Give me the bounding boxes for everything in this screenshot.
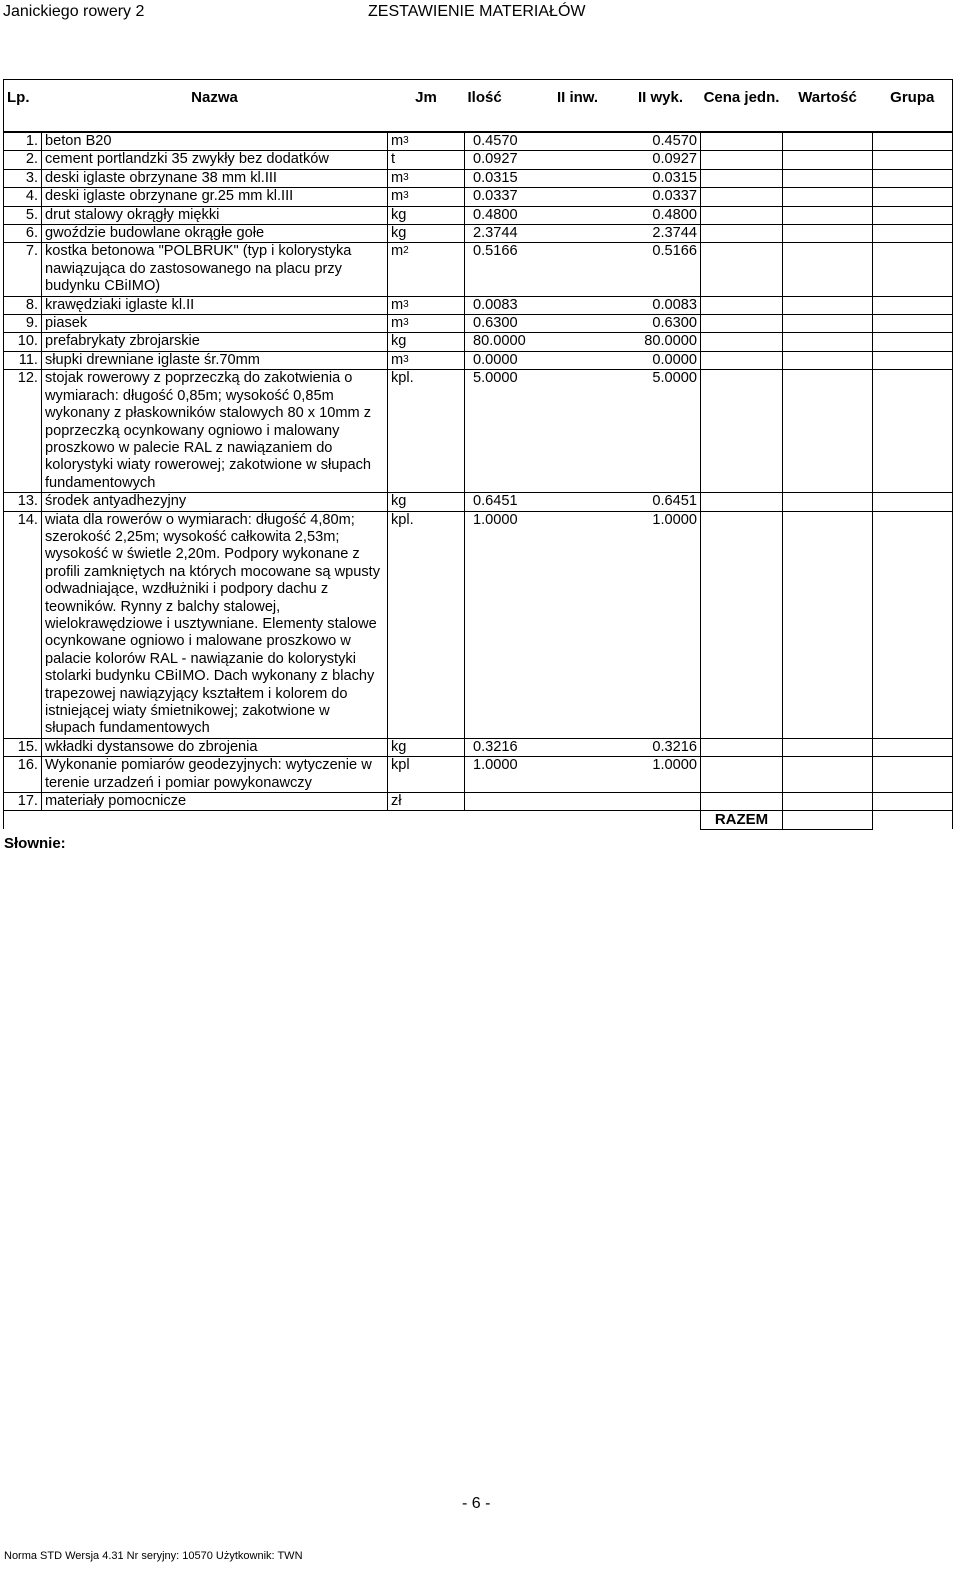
row-ilosc: 0.0927 [465,151,535,169]
row-grupa [873,169,953,187]
unit-text: kpl. [391,370,414,387]
row-ii-inw [535,493,621,511]
row-jm [388,206,465,224]
row-wartosc [783,511,873,738]
row-cena [701,296,783,314]
row-grupa [873,333,953,351]
col-header-ii-wyk: II wyk. [621,80,701,133]
row-nazwa: stojak rowerowy z poprzeczką do zakotwienia o wymiarach: długość 0,85m; wysokość 0,85m wykonany z płaskowników stalowych 80 x 10mm z poprzeczką ocynkowany ogniowo i malowany proszkowo w palecie RAL z nawiązaniem do kolorystyki wiaty rowerowej; zakotwione w słupach fundamentowych [42,370,388,493]
row-cena [701,243,783,296]
row-jm [388,351,465,369]
row-cena [701,151,783,169]
row-jm [388,738,465,756]
unit-text: m [391,133,404,149]
row-grupa [873,206,953,224]
unit-text: kg [391,225,407,242]
row-lp: 13. [4,493,42,511]
row-grupa [873,188,953,206]
row-ilosc [465,793,535,811]
unit-text: t [391,151,396,168]
row-grupa [873,296,953,314]
row-lp: 2. [4,151,42,169]
row-ii-wyk: 0.0337 [621,188,701,206]
row-ilosc: 2.3744 [465,225,535,243]
row-ii-wyk: 0.0083 [621,296,701,314]
row-ii-inw [535,206,621,224]
table-row [4,493,953,511]
table-row [4,315,953,333]
table-row [4,351,953,369]
table-row [4,757,953,793]
row-grupa [873,738,953,756]
row-nazwa: gwoździe budowlane okrągłe gołe [42,225,388,243]
razem-empty-cell [621,811,701,829]
row-ilosc: 0.6451 [465,493,535,511]
row-wartosc [783,206,873,224]
row-grupa [873,757,953,793]
row-ilosc: 1.0000 [465,757,535,793]
row-cena [701,132,783,151]
row-lp: 17. [4,793,42,811]
row-ii-inw [535,296,621,314]
table-row [4,169,953,187]
row-jm [388,296,465,314]
row-nazwa: słupki drewniane iglaste śr.70mm [42,351,388,369]
row-ilosc: 1.0000 [465,511,535,738]
row-grupa [873,793,953,811]
row-jm [388,757,465,793]
table-row [4,188,953,206]
row-grupa [873,132,953,151]
row-ilosc: 0.3216 [465,738,535,756]
razem-empty-cell [4,811,42,829]
row-cena [701,169,783,187]
row-wartosc [783,225,873,243]
row-cena [701,757,783,793]
row-nazwa: Wykonanie pomiarów geodezyjnych: wytyczenie w terenie urzadzeń i pomiar powykonawczy [42,757,388,793]
col-header-ilosc: Ilość [465,80,535,133]
unit-text: m [391,315,404,332]
row-ii-inw [535,243,621,296]
row-ii-wyk: 0.3216 [621,738,701,756]
row-grupa [873,370,953,493]
row-ilosc: 0.0000 [465,351,535,369]
row-nazwa: cement portlandzki 35 zwykły bez dodatków [42,151,388,169]
col-header-jm: Jm [388,80,465,133]
razem-empty-cell [42,811,388,829]
materials-table [3,79,953,830]
row-ilosc: 0.4800 [465,206,535,224]
unit-exponent: 3 [403,298,409,310]
unit-text: kg [391,206,407,223]
unit-text: kpl. [391,511,414,528]
row-wartosc [783,351,873,369]
row-lp: 10. [4,333,42,351]
row-cena [701,351,783,369]
row-jm [388,493,465,511]
row-ilosc: 5.0000 [465,370,535,493]
row-jm [388,243,465,296]
row-ii-wyk: 2.3744 [621,225,701,243]
row-ii-wyk: 0.0315 [621,169,701,187]
row-nazwa: drut stalowy okrągły miękki [42,206,388,224]
row-ii-inw [535,793,621,811]
row-ii-inw [535,511,621,738]
row-jm [388,333,465,351]
row-wartosc [783,132,873,151]
unit-text: kg [391,333,407,350]
row-ii-inw [535,738,621,756]
slownie-label: Słownie: [4,835,66,852]
row-lp: 16. [4,757,42,793]
row-lp: 7. [4,243,42,296]
row-nazwa: środek antyadhezyjny [42,493,388,511]
row-ilosc: 0.4570 [465,132,535,151]
row-cena [701,225,783,243]
unit-text: zł [391,793,402,810]
row-nazwa: prefabrykaty zbrojarskie [42,333,388,351]
row-lp: 15. [4,738,42,756]
unit-exponent: 3 [403,317,409,329]
row-grupa [873,351,953,369]
row-lp: 11. [4,351,42,369]
razem-label: RAZEM [701,811,783,829]
table-row [4,738,953,756]
razem-empty-cell [465,811,535,829]
razem-value [783,811,873,829]
row-grupa [873,511,953,738]
row-ii-inw [535,151,621,169]
row-cena [701,493,783,511]
page-number: - 6 - [462,1495,491,1512]
row-ii-wyk: 0.0927 [621,151,701,169]
row-jm [388,225,465,243]
row-lp: 4. [4,188,42,206]
row-ii-inw [535,351,621,369]
document-header-left: Janickiego rowery 2 [3,3,145,20]
col-header-nazwa: Nazwa [42,80,388,133]
row-nazwa: piasek [42,315,388,333]
row-ii-inw [535,757,621,793]
row-lp: 5. [4,206,42,224]
row-wartosc [783,296,873,314]
row-jm [388,793,465,811]
razem-empty-cell [388,811,465,829]
row-jm [388,315,465,333]
row-cena [701,793,783,811]
row-grupa [873,151,953,169]
row-lp: 6. [4,225,42,243]
row-nazwa: wiata dla rowerów o wymiarach: długość 4,80m; szerokość 2,25m; wysokość całkowita 2,53m; wysokość w świetle 2,20m. Podpory wykonane z profili zamkniętych na których mocowane są wpusty odwadniające, wzdłużniki i podpory dachu z teowników. Rynny z balchy stalowej, wielokrawędziowe i usztywniane. Elementy stalowe ocynkowane ogniowo i malowane proszkowo w palacie kolorów RAL - nawiązanie do kolorystyki stolarki budynku CBiIMO. Dach wykonany z blachy trapezowej nawiązyjący kształtem i kolorem do istniejącej wiaty śmietnikowej; zakotwione w słupach fundamentowych [42,511,388,738]
document-title: ZESTAWIENIE MATERIAŁÓW [368,3,586,20]
row-wartosc [783,493,873,511]
razem-row [4,811,953,829]
row-lp: 9. [4,315,42,333]
row-lp: 1. [4,132,42,151]
row-ii-inw [535,315,621,333]
row-wartosc [783,370,873,493]
row-nazwa: wkładki dystansowe do zbrojenia [42,738,388,756]
row-ilosc: 0.6300 [465,315,535,333]
row-wartosc [783,315,873,333]
row-ii-wyk: 0.6300 [621,315,701,333]
unit-text: m [391,296,404,313]
unit-text: m [391,351,404,368]
col-header-grupa: Grupa [873,80,953,133]
row-cena [701,315,783,333]
row-ii-wyk: 0.6451 [621,493,701,511]
row-wartosc [783,793,873,811]
table-row [4,132,953,151]
table-row [4,225,953,243]
razem-empty-cell [535,811,621,829]
unit-text: m [391,243,404,260]
row-ii-wyk: 0.4800 [621,206,701,224]
footer-text: Norma STD Wersja 4.31 Nr seryjny: 10570 Użytkownik: TWN [4,1550,303,1562]
row-grupa [873,315,953,333]
row-jm [388,132,465,151]
row-wartosc [783,188,873,206]
row-cena [701,333,783,351]
row-ii-wyk: 5.0000 [621,370,701,493]
col-header-wartosc: Wartość [783,80,873,133]
row-wartosc [783,738,873,756]
table-row [4,370,953,493]
row-jm [388,169,465,187]
col-header-ii-inw: II inw. [535,80,621,133]
row-grupa [873,225,953,243]
row-cena [701,370,783,493]
row-ilosc: 0.0083 [465,296,535,314]
row-jm [388,370,465,493]
row-ii-inw [535,370,621,493]
unit-exponent: 3 [403,190,409,202]
table-row [4,333,953,351]
unit-text: kg [391,493,407,510]
table-row [4,511,953,738]
row-ii-wyk: 0.0000 [621,351,701,369]
col-header-lp: Lp. [4,80,42,133]
row-ii-wyk: 0.4570 [621,132,701,151]
row-ii-wyk [621,793,701,811]
razem-empty-cell [873,811,953,829]
row-grupa [873,243,953,296]
unit-exponent: 2 [403,245,409,257]
row-nazwa: beton B20 [42,132,388,151]
row-nazwa: deski iglaste obrzynane gr.25 mm kl.III [42,188,388,206]
row-ii-inw [535,333,621,351]
row-ii-inw [535,169,621,187]
unit-text: m [391,169,404,186]
row-cena [701,206,783,224]
col-header-cena-jedn: Cena jedn. [701,80,783,133]
row-wartosc [783,151,873,169]
row-ii-wyk: 80.0000 [621,333,701,351]
unit-text: kpl [391,757,410,774]
row-ilosc: 0.0315 [465,169,535,187]
row-nazwa: deski iglaste obrzynane 38 mm kl.III [42,169,388,187]
row-lp: 12. [4,370,42,493]
unit-text: m [391,188,404,205]
row-nazwa: materiały pomocnicze [42,793,388,811]
unit-exponent: 3 [403,171,409,183]
row-ii-inw [535,188,621,206]
row-grupa [873,493,953,511]
row-ii-wyk: 1.0000 [621,757,701,793]
table-row [4,793,953,811]
unit-exponent: 3 [403,353,409,365]
row-wartosc [783,333,873,351]
row-cena [701,738,783,756]
row-nazwa: krawędziaki iglaste kl.II [42,296,388,314]
row-wartosc [783,757,873,793]
table-header-row [4,80,953,133]
row-ii-wyk: 1.0000 [621,511,701,738]
table-row [4,151,953,169]
row-lp: 3. [4,169,42,187]
row-ilosc: 0.5166 [465,243,535,296]
table-row [4,243,953,296]
row-lp: 14. [4,511,42,738]
unit-exponent: 3 [403,135,409,146]
table-row [4,296,953,314]
row-ilosc: 80.0000 [465,333,535,351]
row-ii-inw [535,132,621,151]
row-wartosc [783,169,873,187]
row-lp: 8. [4,296,42,314]
row-jm [388,511,465,738]
table-row [4,206,953,224]
row-wartosc [783,243,873,296]
row-jm [388,188,465,206]
row-ii-wyk: 0.5166 [621,243,701,296]
row-ii-inw [535,225,621,243]
row-cena [701,511,783,738]
row-cena [701,188,783,206]
unit-text: kg [391,738,407,755]
row-ilosc: 0.0337 [465,188,535,206]
row-nazwa: kostka betonowa "POLBRUK" (typ i kolorystyka nawiązująca do zastosowanego na placu przy budynku CBiIMO) [42,243,388,296]
row-jm [388,151,465,169]
